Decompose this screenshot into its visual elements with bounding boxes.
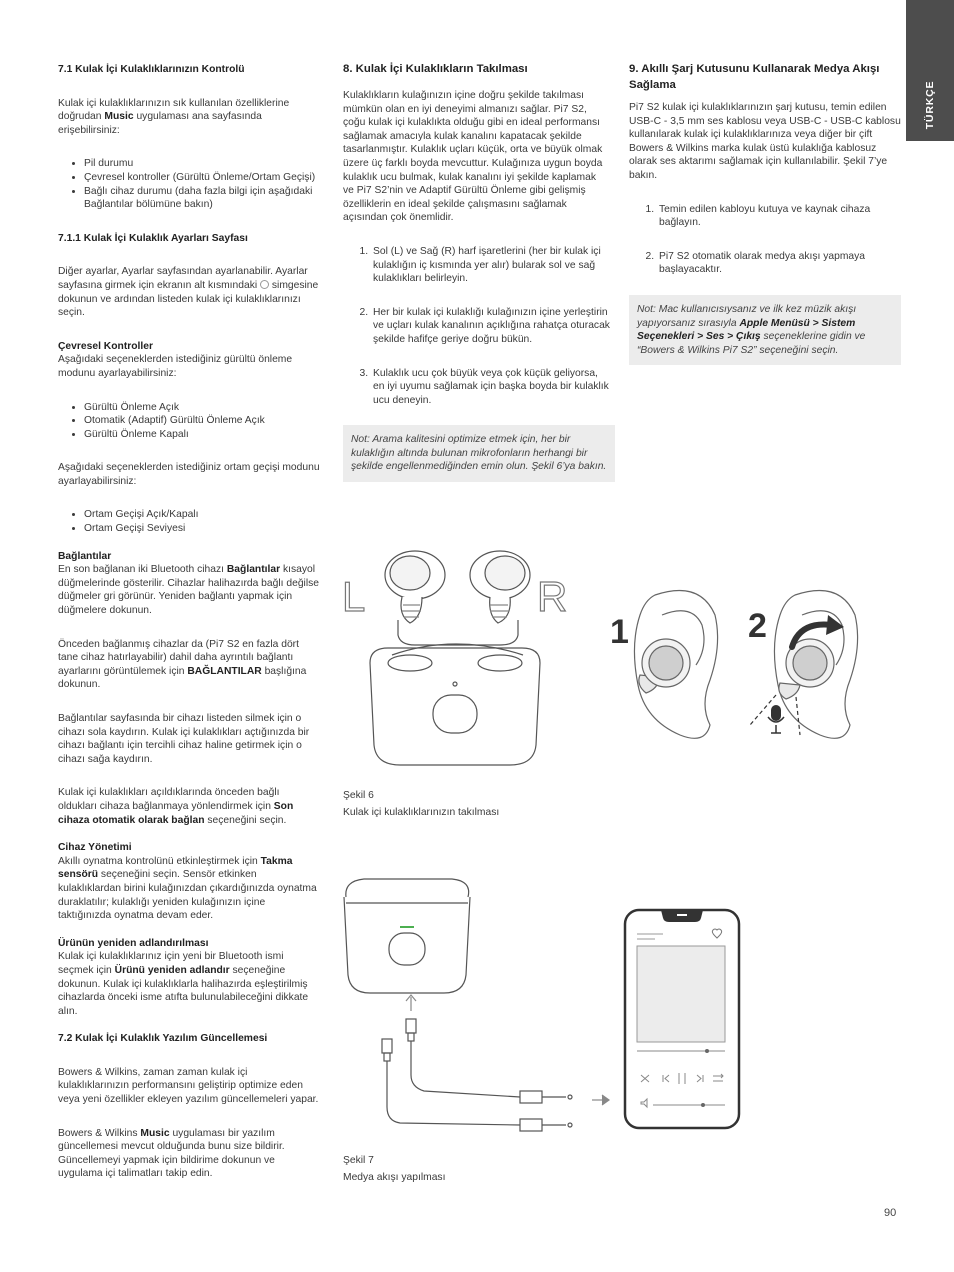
list-item: • Bağlı cihaz durumu (daha fazla bilgi için aşağıdaki Bağlantılar bölümüne bakın) xyxy=(84,185,320,212)
section-9-text: Pi7 S2 kulak içi kulaklıklarınızın şarj kutusu, temin edilen USB-C - 3,5 mm ses kablosu veya USB-C - USB-C kablosu kullanılarak kulak içi kulaklıklarınıza veya diğer bir çift Bowers & Wilkins marka kulak üstü kulaklığa kablosuz olarak ses aktarımı sağlamak için kullanılabilir. Şekil 7’ye bakın. xyxy=(629,102,901,181)
environment-list-2 xyxy=(58,508,320,535)
list-item: 2. Pi7 S2 otomatik olarak medya akışı yapmaya başlayacaktır. xyxy=(657,250,891,277)
microphone-icon xyxy=(768,705,784,733)
column-2 xyxy=(343,61,615,482)
column-1 xyxy=(58,63,320,1181)
connections-text-4: Kulak içi kulaklıkları açıldıklarında önceden bağlı oldukları cihaza bağlanmaya yönlendirmek için Son cihaza otomatik olarak bağlan seçeneğini seçin. xyxy=(58,787,294,826)
list-item: • Gürültü Önleme Açık xyxy=(84,401,320,415)
figure-7-text: Medya akışı yapılması xyxy=(343,1172,446,1183)
cable-icon xyxy=(382,1019,572,1131)
connections-text-1: En son bağlanan iki Bluetooth cihazı Bağlantılar kısayol düğmelerinde gösterilir. Cihazlar halihazırda bağlı değilse düğmeler gri görünür. Yeniden bağlantı yapmak için düğmelere dokunun. xyxy=(58,564,320,617)
connections-title: Bağlantılar xyxy=(58,550,112,562)
environment-list xyxy=(58,401,320,442)
right-letter: R xyxy=(537,573,568,620)
earbud-inserted-1 xyxy=(639,639,690,693)
list-item: • Otomatik (Adaptif) Gürültü Önleme Açık xyxy=(84,414,320,428)
figure-6-caption xyxy=(343,787,499,821)
section-7-2-text-2: Bowers & Wilkins Music uygulaması bir yazılım güncellemesi mevcut olduğunda bunu size bildirir. Güncellemeyi yapmak için bildirime dokunun ve uygulama içi talimatları takip edin. xyxy=(58,1127,285,1180)
section-9-steps xyxy=(629,203,901,277)
list-item: 2. Her bir kulak içi kulaklığı kulağınızın içine yerleştirin ve uçları kulak kanalının açıklığına rahatça oturacak şekilde hafifçe geriye doğru bükün. xyxy=(371,306,611,347)
section-8-title: 8. Kulak İçi Kulaklıkların Takılması xyxy=(343,63,528,75)
environment-text-2: Aşağıdaki seçeneklerden istediğiniz ortam geçişi modunu ayarlayabilirsiniz: xyxy=(58,462,320,487)
device-management-text: Akıllı oynatma kontrolünü etkinleştirmek için Takma sensörü seçeneğini seçin. Sensör etkinken kulaklıklardan birini kulağınızdan çıkardığınızda oynatma duraklatılır; kulaklığı yeniden kulağınızın içine taktığınızda oynatma devam eder. xyxy=(58,855,317,922)
smartphone-icon xyxy=(623,908,741,1130)
charging-case-icon xyxy=(370,648,540,765)
list-item: • Çevresel kontroller (Gürültü Önleme/Ortam Geçişi) xyxy=(84,171,320,185)
section-9-note: Not: Mac kullanıcısıysanız ve ilk kez müzik akışı yapıyorsanız sırasıyla Apple Menüsü > Sistem Seçenekleri > Ses > Çıkış seçeneklerine gidin ve “Bowers & Wilkins Pi7 S2” seçeneğini seçin. xyxy=(629,295,901,365)
step-1-label: 1 xyxy=(610,613,629,651)
section-8-steps xyxy=(343,245,615,407)
connections-text-3: Bağlantılar sayfasında bir cihazı listeden silmek için o cihazı sola kaydırın. Kulak içi kulaklıkları açtığınızda bir cihazı bağlantı için tercihli cihaz haline getirmek için o cihazı sağa kaydırın. xyxy=(58,713,310,765)
section-7-1-1-title: 7.1.1 Kulak İçi Kulaklık Ayarları Sayfası xyxy=(58,232,248,244)
section-8-note: Not: Arama kalitesini optimize etmek için, her bir kulaklığın altında bulunan mikrofonların herhangi bir şekilde engellenmediğinden emin olun. Şekil 6’ya bakın. xyxy=(343,425,615,482)
page-number: 90 xyxy=(884,1207,897,1219)
list-item: • Ortam Geçişi Seviyesi xyxy=(84,522,320,536)
figure-6-text: Kulak içi kulaklıklarınızın takılması xyxy=(343,807,500,818)
list-item: 1. Temin edilen kabloyu kutuya ve kaynak cihaza bağlayın. xyxy=(657,203,891,230)
rename-text: Kulak içi kulaklıklarınız için yeni bir Bluetooth ismi seçmek için Ürünü yeniden adlandır seçeneğine dokunun. Kulak içi kulaklıklarla halihazırda eşleştirilmiş cihazlarda önceki isme atıfta bulunulabileceğini dikkate alın. xyxy=(58,951,309,1017)
figure-6-ear-illustration xyxy=(600,585,880,745)
charging-case-icon xyxy=(344,879,470,993)
step-2-label: 2 xyxy=(748,607,767,645)
rename-title: Ürünün yeniden adlandırılması xyxy=(58,937,209,949)
figure-7-label: Şekil 7 xyxy=(343,1155,374,1166)
language-tab-label: TÜRKÇE xyxy=(924,80,936,130)
figure-6-case-illustration xyxy=(340,545,570,770)
earbud-right-icon xyxy=(470,551,530,623)
section-7-1-list xyxy=(58,157,320,211)
gear-icon xyxy=(260,280,269,289)
list-item: • Gürültü Önleme Kapalı xyxy=(84,428,320,442)
list-item: • Ortam Geçişi Açık/Kapalı xyxy=(84,508,320,522)
earbud-inserted-2 xyxy=(779,639,834,699)
section-7-1-1-text: Diğer ayarlar, Ayarlar sayfasından ayarlanabilir. Ayarlar sayfasına girmek için ekranın alt kısmındaki simgesine dokunun ve ardından listeden kulak içi kulaklıklarınızı seçin. xyxy=(58,266,319,319)
environment-text: Aşağıdaki seçeneklerden istediğiniz gürültü önleme modunu ayarlayabilirsiniz: xyxy=(58,354,293,379)
left-letter: L xyxy=(342,573,366,620)
section-7-2-text-1: Bowers & Wilkins, zaman zaman kulak içi kulaklıklarınızın performansını geliştirip optimize eden veya yeni özellikler ekleyen yazılım güncellemeleri yapar. xyxy=(58,1066,319,1106)
list-item: • Pil durumu xyxy=(84,157,320,171)
section-7-1-title: 7.1 Kulak İçi Kulaklıklarınızın Kontrolü xyxy=(58,64,245,75)
list-item: 1. Sol (L) ve Sağ (R) harf işaretlerini (her bir kulak içi kulaklığın iç kısmında yer alır) bularak sol ve sağ kulaklıkları belirleyin. xyxy=(371,245,611,286)
device-management-title: Cihaz Yönetimi xyxy=(58,842,132,854)
figure-7-caption xyxy=(343,1152,445,1186)
environment-title: Çevresel Kontroller xyxy=(58,340,153,352)
column-3 xyxy=(629,61,901,365)
section-7-1-intro: Kulak içi kulaklıklarınızın sık kullanılan özelliklerine doğrudan Music uygulaması ana sayfasında erişebilirsiniz: xyxy=(58,97,290,136)
section-8-text: Kulaklıkların kulağınızın içine doğru şekilde takılması mümkün olan en iyi deneyimi almanızı sağlar. Pi7 S2, çoğu kulak içi kulaklıkta olduğu gibi en ideal performansı sağlamak amacıyla kulak kanalını kapatacak şekilde tasarlanmıştır. Kulaklık uçları küçük, orta ve büyük olmak üzere üç farklı boyda mevcuttur. Kulağınıza uygun boyda kulaklık ucu bulmak, kulak kanalını iyi şekilde kaplamak ve Pi7 S2’nin ve Adaptif Gürültü Önleme gibi gelişmiş özelliklerin en ideal şekilde çalışmasını sağlamak açısından çok önemlidir. xyxy=(343,90,603,224)
figure-6-label: Şekil 6 xyxy=(343,790,374,801)
language-tab xyxy=(906,0,954,141)
section-7-2-title: 7.2 Kulak İçi Kulaklık Yazılım Güncellemesi xyxy=(58,1033,268,1045)
connections-text-2: Önceden bağlanmış cihazlar da (Pi7 S2 en fazla dört tane cihaz hatırlayabilir) dahil daha ayrıntılı bağlantı ayarlarını görüntülemek için BAĞLANTILAR başlığına dokunun. xyxy=(58,638,307,691)
list-item: 3. Kulaklık ucu çok büyük veya çok küçük geliyorsa, en iyi uyumu sağlamak için başka boyda bir kulaklık ucu deneyin. xyxy=(371,367,611,408)
section-9-title: 9. Akıllı Şarj Kutusunu Kullanarak Medya Akışı Sağlama xyxy=(629,63,880,91)
earbud-left-icon xyxy=(385,551,445,623)
